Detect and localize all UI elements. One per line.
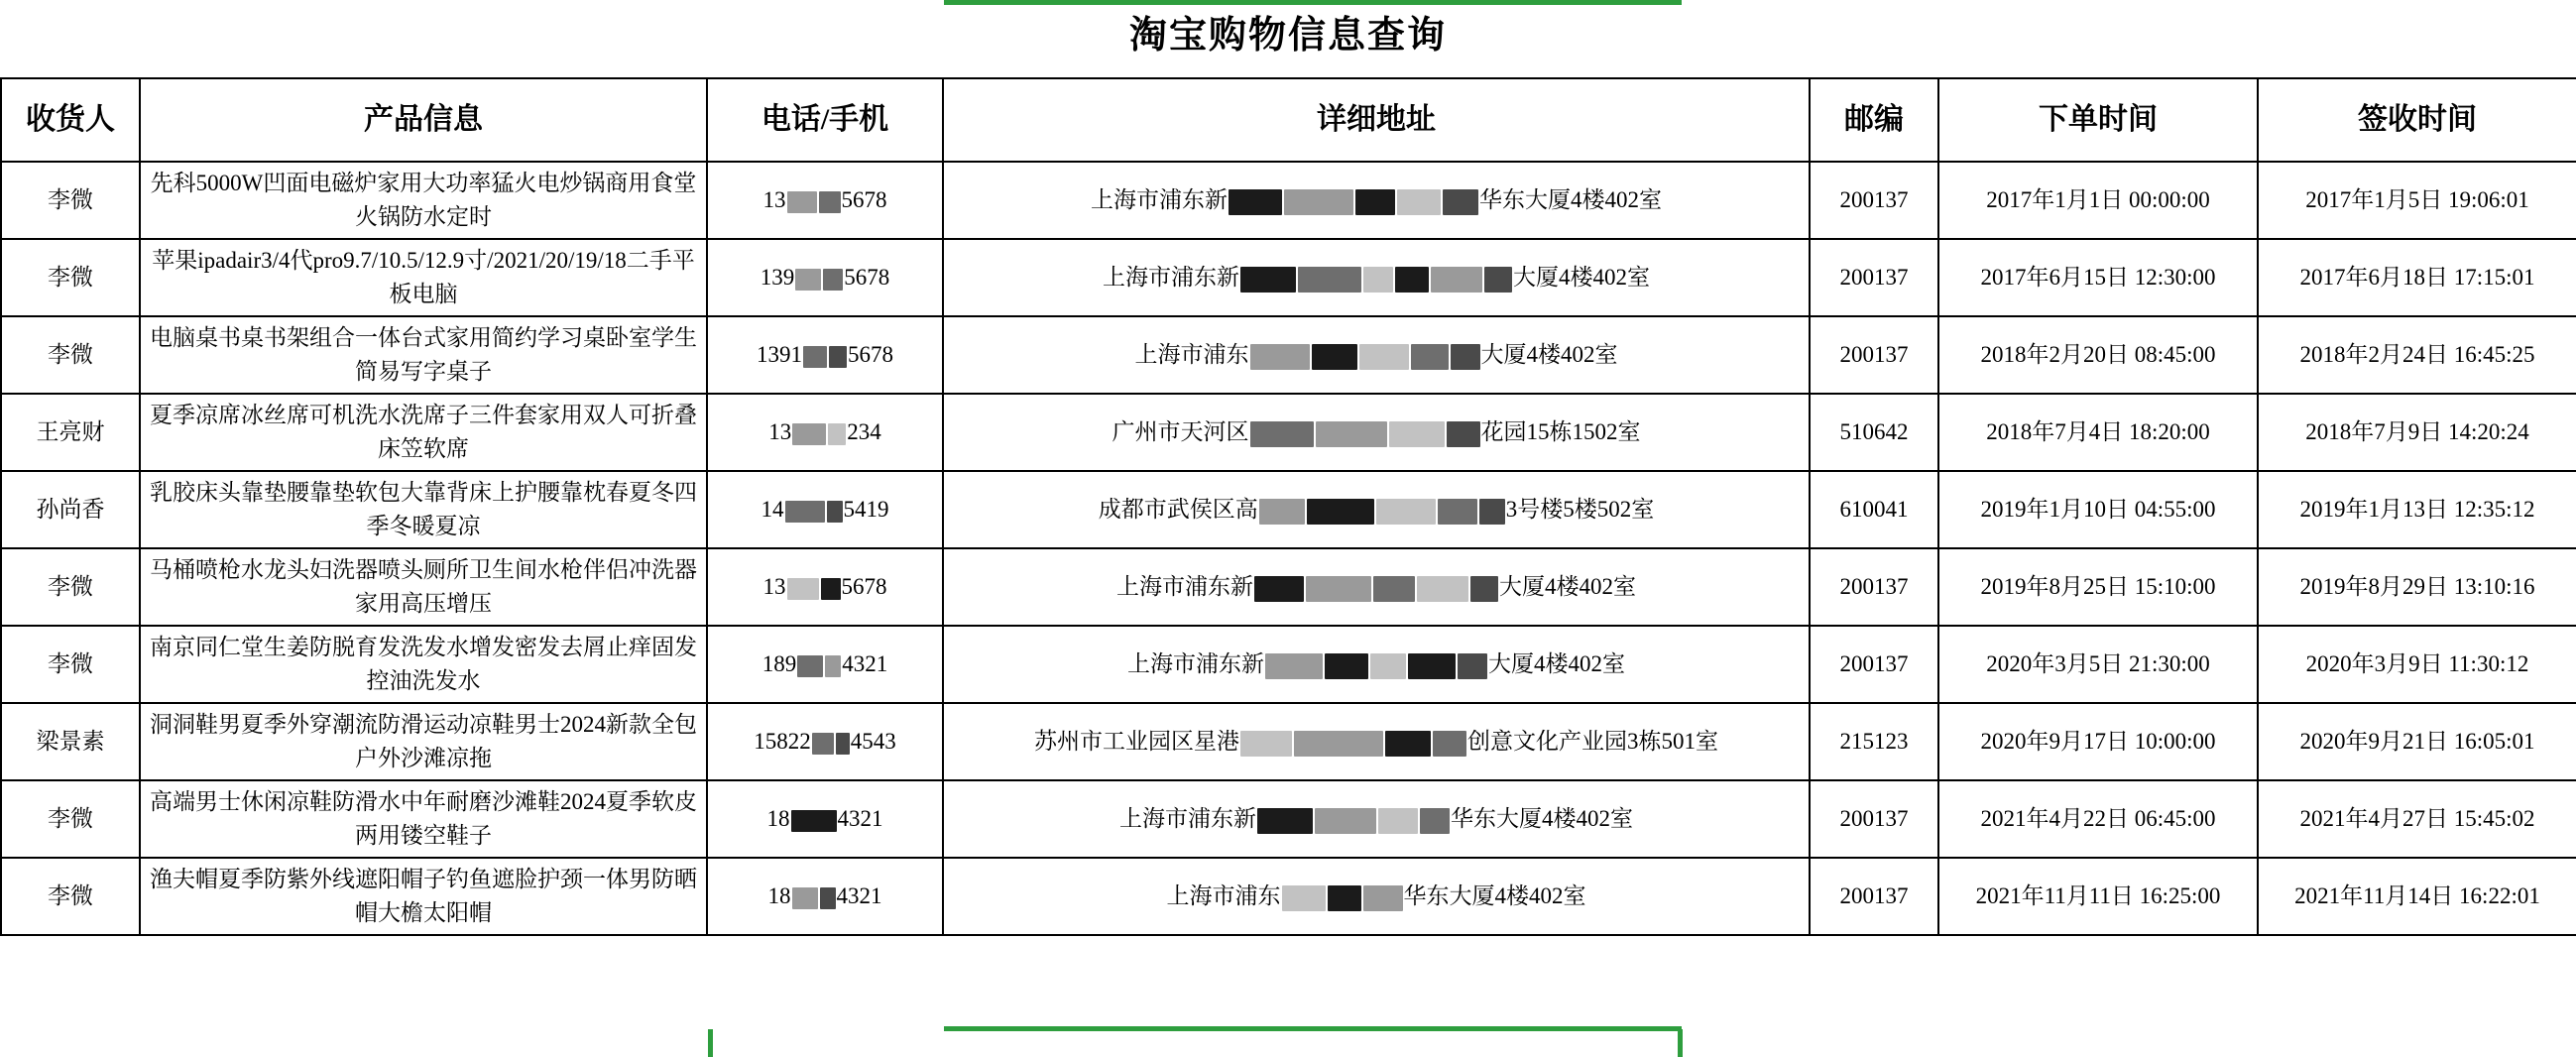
cell-zip: 510642: [1810, 394, 1938, 471]
phone-prefix: 1391: [757, 342, 802, 367]
phone-prefix: 189: [761, 651, 797, 676]
phone-suffix: 4321: [842, 651, 888, 676]
address-suffix: 3号楼5楼502室: [1505, 497, 1655, 522]
cell-order-time: 2018年2月20日 08:45:00: [1938, 316, 2258, 394]
cell-zip: 215123: [1810, 703, 1938, 780]
cell-address: [943, 316, 1810, 394]
table-row[interactable]: [1, 239, 2576, 316]
redaction-block: [1411, 344, 1449, 370]
cell-order-time: 2017年6月15日 12:30:00: [1938, 239, 2258, 316]
redaction-block: [1254, 576, 1304, 602]
cell-phone: [707, 471, 943, 548]
table-row[interactable]: [1, 703, 2576, 780]
cell-recipient: 孙尚香: [1, 471, 140, 548]
cell-zip: 200137: [1810, 239, 1938, 316]
address-prefix: 上海市浦东新: [1119, 806, 1256, 831]
redaction-block: [1397, 189, 1441, 215]
cell-phone: [707, 858, 943, 935]
cell-order-time: 2019年8月25日 15:10:00: [1938, 548, 2258, 626]
cell-zip: 200137: [1810, 780, 1938, 858]
column-header-order-time: 下单时间: [1938, 78, 2258, 162]
cell-receive-time: 2017年6月18日 17:15:01: [2258, 239, 2576, 316]
cell-product: 南京同仁堂生姜防脱育发洗发水增发密发去屑止痒固发控油洗发水: [140, 626, 707, 703]
redaction-block: [792, 423, 826, 445]
address-suffix: 大厦4楼402室: [1513, 265, 1650, 290]
redaction-block: [1447, 421, 1480, 447]
address-prefix: 成都市武侯区高: [1098, 497, 1258, 522]
redaction-block: [1451, 344, 1480, 370]
phone-prefix: 13: [768, 419, 792, 444]
redaction-block: [821, 578, 841, 600]
redaction-block: [1240, 267, 1296, 293]
cell-product: 马桶喷枪水龙头妇洗器喷头厕所卫生间水枪伴侣冲洗器家用高压增压: [140, 548, 707, 626]
redaction-block: [1479, 499, 1505, 525]
cell-recipient: 李微: [1, 239, 140, 316]
page-title: 淘宝购物信息查询: [1128, 15, 1447, 57]
redaction-block: [1370, 653, 1406, 679]
address-prefix: 广州市天河区: [1112, 419, 1249, 444]
redaction-block: [1408, 653, 1456, 679]
redaction-block: [1250, 421, 1314, 447]
redaction-block: [828, 423, 846, 445]
phone-suffix: 5678: [844, 265, 890, 290]
cell-receive-time: 2019年1月13日 12:35:12: [2258, 471, 2576, 548]
cell-receive-time: 2021年4月27日 15:45:02: [2258, 780, 2576, 858]
phone-prefix: 139: [760, 265, 795, 290]
redaction-block: [1433, 731, 1466, 757]
table-row[interactable]: [1, 471, 2576, 548]
redaction-block: [797, 655, 823, 677]
address-prefix: 上海市浦东: [1134, 342, 1249, 367]
redaction-block: [1306, 576, 1371, 602]
redaction-block: [823, 269, 843, 291]
redaction-block: [787, 191, 817, 213]
address-suffix: 华东大厦4楼402室: [1403, 883, 1586, 908]
selection-left-tick: [708, 1029, 713, 1057]
redaction-block: [785, 501, 825, 523]
address-suffix: 创意文化产业园3栋501室: [1467, 729, 1718, 754]
selection-top-rule: [944, 0, 1682, 5]
cell-zip: 200137: [1810, 626, 1938, 703]
address-prefix: 上海市浦东新: [1091, 187, 1228, 212]
redaction-block: [1284, 189, 1353, 215]
table-row[interactable]: [1, 162, 2576, 239]
table-row[interactable]: [1, 548, 2576, 626]
cell-phone: [707, 239, 943, 316]
phone-prefix: 18: [766, 806, 790, 831]
cell-recipient: 李微: [1, 626, 140, 703]
table-row[interactable]: [1, 780, 2576, 858]
cell-receive-time: 2021年11月14日 16:22:01: [2258, 858, 2576, 935]
cell-recipient: 李微: [1, 780, 140, 858]
redaction-block: [1259, 499, 1305, 525]
cell-address: [943, 858, 1810, 935]
cell-phone: [707, 548, 943, 626]
phone-prefix: 14: [761, 497, 784, 522]
phone-prefix: 15822: [754, 729, 811, 754]
cell-zip: 200137: [1810, 316, 1938, 394]
redaction-block: [1443, 189, 1478, 215]
cell-receive-time: 2019年8月29日 13:10:16: [2258, 548, 2576, 626]
column-header-recipient: 收货人: [1, 78, 140, 162]
table-row[interactable]: [1, 626, 2576, 703]
phone-suffix: 5678: [848, 342, 893, 367]
cell-order-time: 2021年4月22日 06:45:00: [1938, 780, 2258, 858]
redaction-block: [1389, 421, 1445, 447]
selection-bottom-rule: [944, 1026, 1682, 1031]
address-prefix: 上海市浦东新: [1103, 265, 1239, 290]
redaction-block: [1373, 576, 1415, 602]
selection-right-tick: [1678, 1029, 1683, 1057]
redaction-block: [1458, 653, 1487, 679]
address-prefix: 上海市浦东新: [1116, 574, 1253, 599]
cell-product: 渔夫帽夏季防紫外线遮阳帽子钓鱼遮脸护颈一体男防晒帽大檐太阳帽: [140, 858, 707, 935]
cell-order-time: 2020年9月17日 10:00:00: [1938, 703, 2258, 780]
redaction-block: [1470, 576, 1498, 602]
cell-phone: [707, 703, 943, 780]
cell-zip: 200137: [1810, 162, 1938, 239]
phone-suffix: 4321: [837, 806, 883, 831]
cell-order-time: 2020年3月5日 21:30:00: [1938, 626, 2258, 703]
redaction-block: [1363, 267, 1393, 293]
redaction-block: [1257, 808, 1313, 834]
redaction-block: [1484, 267, 1512, 293]
redaction-block: [1282, 885, 1326, 911]
cell-order-time: 2017年1月1日 00:00:00: [1938, 162, 2258, 239]
redaction-block: [1229, 189, 1282, 215]
column-header-zip: 邮编: [1810, 78, 1938, 162]
phone-prefix: 13: [762, 574, 786, 599]
cell-recipient: 李微: [1, 548, 140, 626]
address-suffix: 大厦4楼402室: [1488, 651, 1625, 676]
cell-receive-time: 2018年2月24日 16:45:25: [2258, 316, 2576, 394]
cell-receive-time: 2020年9月21日 16:05:01: [2258, 703, 2576, 780]
address-suffix: 华东大厦4楼402室: [1451, 806, 1633, 831]
phone-suffix: 5678: [841, 574, 887, 599]
redaction-block: [1420, 808, 1450, 834]
cell-product: 高端男士休闲凉鞋防滑水中年耐磨沙滩鞋2024夏季软皮两用镂空鞋子: [140, 780, 707, 858]
cell-zip: 200137: [1810, 858, 1938, 935]
redaction-block: [1363, 885, 1403, 911]
phone-suffix: 5678: [841, 187, 887, 212]
redaction-block: [1240, 731, 1292, 757]
cell-receive-time: 2017年1月5日 19:06:01: [2258, 162, 2576, 239]
cell-recipient: 王亮财: [1, 394, 140, 471]
redaction-block: [812, 733, 834, 755]
redaction-block: [836, 733, 850, 755]
table-row[interactable]: [1, 394, 2576, 471]
cell-zip: 200137: [1810, 548, 1938, 626]
cell-product: 先科5000W凹面电磁炉家用大功率猛火电炒锅商用食堂火锅防水定时: [140, 162, 707, 239]
cell-order-time: 2018年7月4日 18:20:00: [1938, 394, 2258, 471]
table-row[interactable]: [1, 316, 2576, 394]
address-suffix: 大厦4楼402室: [1480, 342, 1618, 367]
redaction-block: [1250, 344, 1310, 370]
redaction-block: [819, 191, 841, 213]
cell-order-time: 2021年11月11日 16:25:00: [1938, 858, 2258, 935]
redaction-block: [792, 887, 818, 909]
redaction-block: [1307, 499, 1374, 525]
redaction-block: [1298, 267, 1361, 293]
cell-recipient: 李微: [1, 858, 140, 935]
phone-suffix: 4543: [850, 729, 896, 754]
redaction-block: [1417, 576, 1468, 602]
redaction-block: [1359, 344, 1409, 370]
redaction-block: [787, 578, 819, 600]
address-suffix: 花园15栋1502室: [1480, 419, 1641, 444]
cell-phone: [707, 316, 943, 394]
redaction-block: [1376, 499, 1436, 525]
redaction-block: [825, 655, 841, 677]
address-prefix: 苏州市工业园区星港: [1034, 729, 1239, 754]
table-header-row: [1, 78, 2576, 162]
cell-receive-time: 2020年3月9日 11:30:12: [2258, 626, 2576, 703]
phone-suffix: 5419: [843, 497, 889, 522]
cell-product: 电脑桌书桌书架组合一体台式家用简约学习桌卧室学生简易写字桌子: [140, 316, 707, 394]
cell-phone: [707, 162, 943, 239]
redaction-block: [827, 501, 843, 523]
table-row[interactable]: [1, 858, 2576, 935]
redaction-block: [1316, 421, 1387, 447]
cell-phone: [707, 394, 943, 471]
cell-address: [943, 471, 1810, 548]
redaction-block: [820, 887, 836, 909]
redaction-block: [795, 269, 821, 291]
redaction-block: [1312, 344, 1357, 370]
address-prefix: 上海市浦东: [1166, 883, 1281, 908]
phone-prefix: 18: [767, 883, 791, 908]
redaction-block: [1328, 885, 1361, 911]
cell-recipient: 李微: [1, 316, 140, 394]
cell-product: 夏季凉席冰丝席可机洗水洗席子三件套家用双人可折叠床笠软席: [140, 394, 707, 471]
column-header-product: 产品信息: [140, 78, 707, 162]
cell-recipient: 梁景素: [1, 703, 140, 780]
address-prefix: 上海市浦东新: [1127, 651, 1264, 676]
redaction-block: [1385, 731, 1431, 757]
redaction-block: [791, 810, 837, 832]
phone-suffix: 4321: [836, 883, 882, 908]
column-header-address: 详细地址: [943, 78, 1810, 162]
orders-table: [0, 77, 2576, 936]
cell-phone: [707, 626, 943, 703]
redaction-block: [803, 346, 827, 368]
cell-address: [943, 626, 1810, 703]
redaction-block: [1438, 499, 1477, 525]
cell-address: [943, 394, 1810, 471]
address-suffix: 华东大厦4楼402室: [1479, 187, 1662, 212]
redaction-block: [829, 346, 847, 368]
cell-order-time: 2019年1月10日 04:55:00: [1938, 471, 2258, 548]
cell-address: [943, 162, 1810, 239]
redaction-block: [1265, 653, 1323, 679]
redaction-block: [1431, 267, 1482, 293]
cell-product: 苹果ipadair3/4代pro9.7/10.5/12.9寸/2021/20/19/18二手平板电脑: [140, 239, 707, 316]
redaction-block: [1378, 808, 1418, 834]
cell-product: 洞洞鞋男夏季外穿潮流防滑运动凉鞋男士2024新款全包户外沙滩凉拖: [140, 703, 707, 780]
address-suffix: 大厦4楼402室: [1499, 574, 1636, 599]
cell-recipient: 李微: [1, 162, 140, 239]
redaction-block: [1325, 653, 1368, 679]
cell-address: [943, 780, 1810, 858]
cell-receive-time: 2018年7月9日 14:20:24: [2258, 394, 2576, 471]
phone-prefix: 13: [762, 187, 786, 212]
cell-address: [943, 239, 1810, 316]
cell-address: [943, 548, 1810, 626]
redaction-block: [1355, 189, 1395, 215]
redaction-block: [1395, 267, 1429, 293]
cell-product: 乳胶床头靠垫腰靠垫软包大靠背床上护腰靠枕春夏冬四季冬暖夏凉: [140, 471, 707, 548]
cell-address: [943, 703, 1810, 780]
cell-zip: 610041: [1810, 471, 1938, 548]
phone-suffix: 234: [847, 419, 881, 444]
redaction-block: [1294, 731, 1383, 757]
cell-phone: [707, 780, 943, 858]
redaction-block: [1315, 808, 1376, 834]
column-header-receive-time: 签收时间: [2258, 78, 2576, 162]
column-header-phone: 电话/手机: [707, 78, 943, 162]
